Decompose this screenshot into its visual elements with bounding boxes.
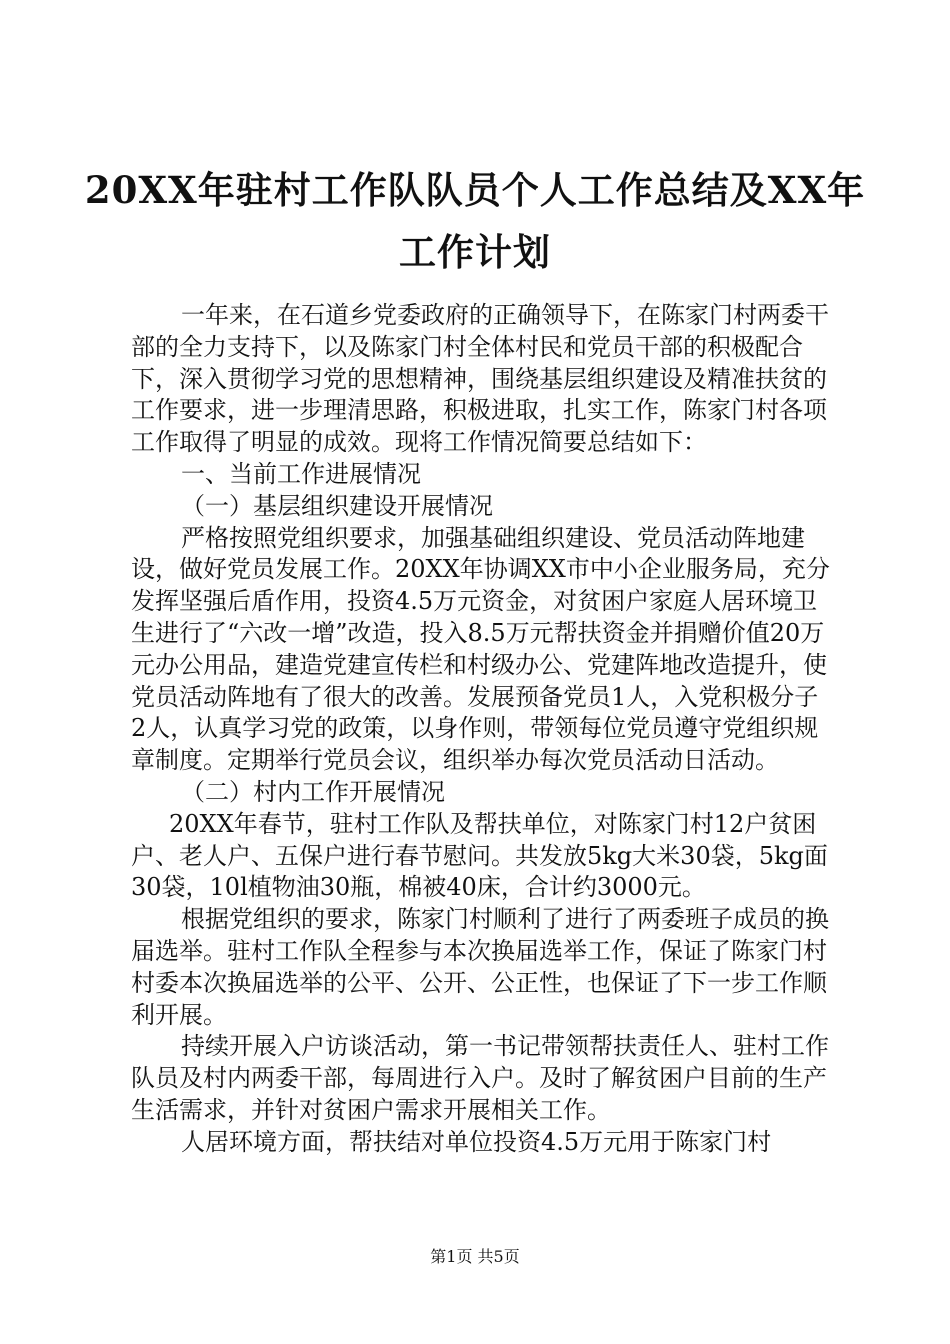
document-title-line-2: 工作计划 xyxy=(399,230,551,274)
section-heading: 一、当前工作进展情况 xyxy=(181,459,421,488)
page-footer: 第1页 共5页 xyxy=(430,1247,520,1266)
document-title-line-1: 20XX年驻村工作队队员个人工作总结及XX年 xyxy=(84,168,866,212)
intro-paragraph: 一年来，在石道乡党委政府的正确领导下，在陈家门村两委干部的全力支持下，以及陈家门村全体村民和党员干部的积极配合下，深入贯彻学习党的思想精神，围绕基层组织建设及精准扶贫的工作要求，进一步理清思路，积极进取，扎实工作，陈家门村各项工作取得了明显的成效。现将工作情况简要总结如下： xyxy=(131,301,829,457)
body-paragraph: 严格按照党组织要求，加强基础组织建设、党员活动阵地建设，做好党员发展工作。20XX年协调XX市中小企业服务局，充分发挥坚强后盾作用，投资4.5万元资金，对贫困户家庭人居环境卫生进行了“六改一增”改造，投入8.5万元帮扶资金并捐赠价值20万元办公用品，建造党建宣传栏和村级办公、党建阵地改造提升，使党员活动阵地有了很大的改善。发展预备党员1人，入党积极分子2人，认真学习党的政策，以身作则，带领每位党员遵守党组织规章制度。定期举行党员会议，组织举办每次党员活动日活动。 xyxy=(131,523,830,775)
document-body xyxy=(131,300,831,1159)
body-paragraph: 人居环境方面，帮扶结对单位投资4.5万元用于陈家门村 xyxy=(181,1127,772,1156)
subsection-heading: （一）基层组织建设开展情况 xyxy=(181,491,493,520)
body-paragraph: 根据党组织的要求，陈家门村顺利了进行了两委班子成员的换届选举。驻村工作队全程参与本次换届选举工作，保证了陈家门村村委本次换届选举的公平、公开、公正性，也保证了下一步工作顺利开展。 xyxy=(131,905,829,1029)
body-paragraph: 持续开展入户访谈活动，第一书记带领帮扶责任人、驻村工作队员及村内两委干部，每周进行入户。及时了解贫困户目前的生产生活需求，并针对贫困户需求开展相关工作。 xyxy=(131,1032,829,1124)
subsection-heading: （二）村内工作开展情况 xyxy=(181,777,445,806)
body-paragraph: 20XX年春节，驻村工作队及帮扶单位，对陈家门村12户贫困户、老人户、五保户进行春节慰问。共发放5kg大米30袋，5kg面30袋，10l植物油30瓶，棉被40床，合计约3000元。 xyxy=(131,809,828,902)
